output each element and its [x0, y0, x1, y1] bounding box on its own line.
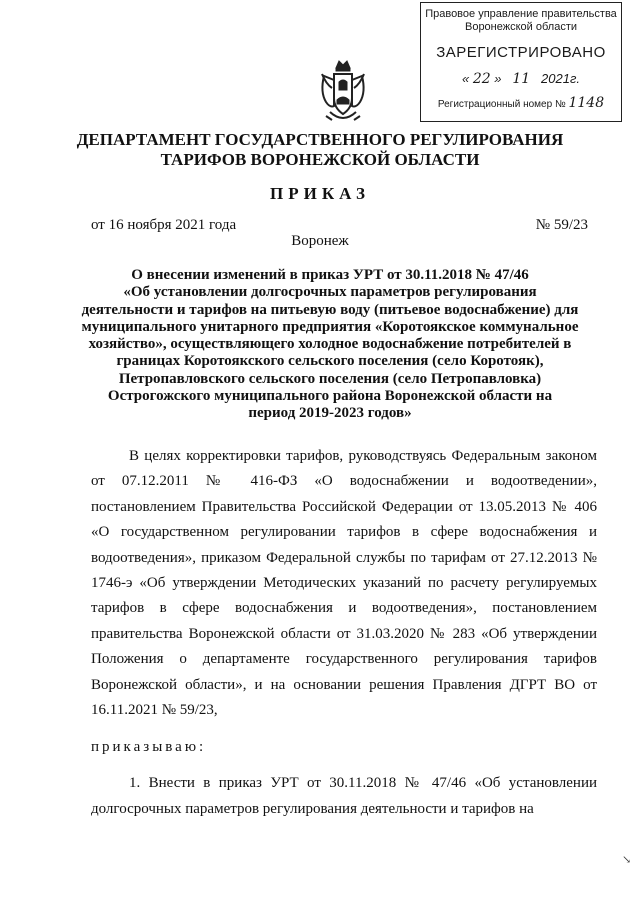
corner-mark: ↘: [622, 854, 632, 866]
department-title: [0, 130, 640, 170]
stamp-org-line2: Воронежской области: [464, 21, 577, 33]
subject-line: деятельности и тарифов на питьевую воду (питьевое водоснабжение) для: [81, 301, 579, 318]
order-city: Воронеж: [291, 233, 349, 249]
department-title-line1: ДЕПАРТАМЕНТ ГОСУДАРСТВЕННОГО РЕГУЛИРОВАНИЯ: [76, 130, 564, 149]
subject-line: О внесении изменений в приказ УРТ от 30.11.2018 № 47/46: [131, 267, 529, 283]
subject-line: хозяйство», осуществляющего холодное водоснабжение потребителей в: [88, 336, 572, 353]
subject-line: период 2019-2023 годов»: [248, 405, 412, 422]
subject-line: Петропавловского сельского поселения (село Петропавловка): [118, 370, 542, 387]
stamp-date-quote-close: »: [494, 71, 502, 86]
stamp-reg-number: [421, 95, 621, 111]
stamp-org-line1: Правовое управление правительства: [425, 8, 617, 20]
order-subject: [70, 267, 590, 423]
stamp-organization: [421, 8, 621, 34]
order-point-1: [91, 770, 597, 822]
stamp-status: ЗАРЕГИСТРИРОВАНО: [436, 44, 606, 61]
stamp-reg-number-value: 1148: [568, 95, 605, 111]
stamp-date-year: 2021: [541, 71, 570, 86]
order-word: приказываю:: [91, 739, 207, 755]
stamp-date: [421, 71, 621, 87]
preamble-paragraph: [91, 444, 597, 723]
order-number: № 59/23: [535, 217, 588, 233]
subject-line: Острогожского муниципального района Воронежской области на: [107, 388, 553, 405]
stamp-date-month: 11: [512, 71, 531, 87]
subject-line: муниципального унитарного предприятия «Коротоякское коммунальное: [81, 318, 579, 335]
registration-stamp: [420, 2, 622, 122]
department-title-line2: ТАРИФОВ ВОРОНЕЖСКОЙ ОБЛАСТИ: [160, 150, 480, 169]
preamble-text: В целях корректировки тарифов, руководствуясь Федеральным законом от 07.12.2011 № 416-ФЗ «О водоснабжении и водоотведении», постановлением Правительства Российской Федерации от 13.05.2013 № 406 «О государственном регулировании тарифов в сфере водоснабжения и водоотведения», приказом Федеральной службы по тарифам от 27.12.2013 № 1746-э «Об утверждении Методических указаний по расчету регулируемых тарифов в сфере водоснабжения и водоотведения», постановлением правительства Воронежской области от 31.03.2020 № 283 «Об утверждении Положения о департаменте государственного регулирования тарифов Воронежской области», и на основании решения Правления ДГРТ ВО от 16.11.2021 № 59/23,: [91, 448, 597, 719]
stamp-date-day: 22: [472, 71, 491, 87]
stamp-date-quote-open: «: [461, 71, 470, 86]
coat-of-arms-icon: [312, 58, 374, 128]
order-date: от 16 ноября 2021 года: [91, 217, 237, 233]
subject-line: «Об установлении долгосрочных параметров регулирования: [123, 284, 537, 301]
document-type: ПРИКАЗ: [270, 184, 370, 203]
stamp-date-suffix: г.: [569, 71, 580, 86]
order-point-1-text: 1. Внести в приказ УРТ от 30.11.2018 № 47/46 «Об установлении долгосрочных параметров регулирования деятельности и тарифов на: [91, 775, 597, 817]
stamp-reg-number-label: Регистрационный номер №: [437, 99, 566, 110]
subject-line: границах Коротоякского сельского поселения (село Коротояк),: [116, 353, 544, 370]
